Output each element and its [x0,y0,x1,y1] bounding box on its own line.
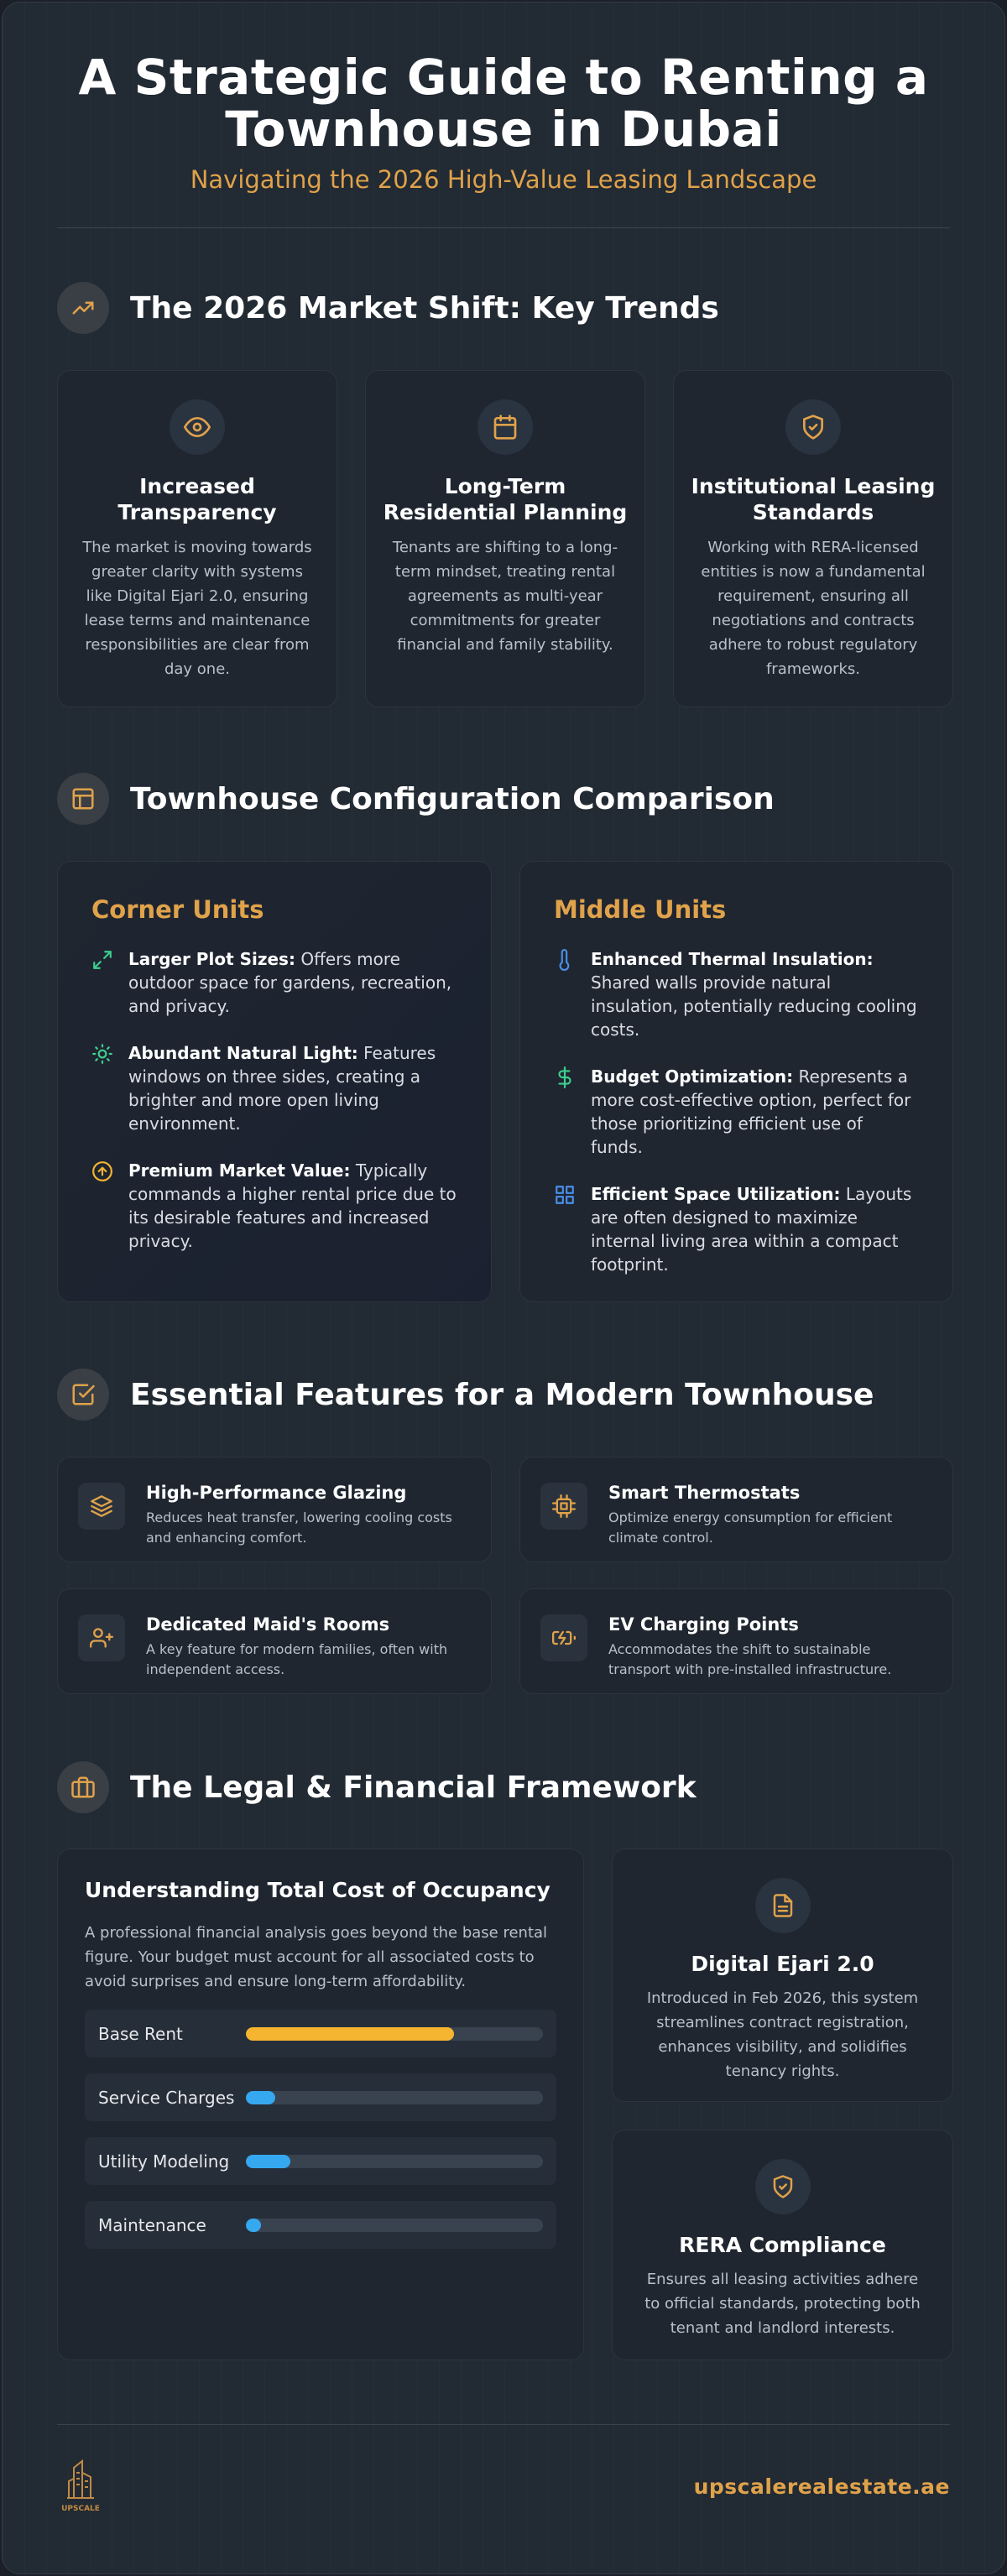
building-icon [64,2456,97,2500]
cost-bar-fill [246,2219,261,2232]
feature-title: High-Performance Glazing [146,1483,407,1503]
digital-ejari-card [612,1849,953,2102]
section-title-market: The 2026 Market Shift: Key Trends [130,290,719,326]
trend-text: Working with RERA-licensed entities is now a fundamental requirement, ensuring all negotiations and contracts adhere to robust regulatory frameworks. [701,539,926,678]
rera-title: RERA Compliance [679,2233,886,2257]
feature-text: Optimize energy consumption for efficient climate control. [608,1510,893,1546]
ejari-title: Digital Ejari 2.0 [691,1952,874,1976]
feature-title: Dedicated Maid's Rooms [146,1614,390,1635]
calendar-icon [477,399,533,455]
feature-card-thermostats [519,1457,953,1562]
user-plus-icon [78,1614,125,1661]
feature-text: A key feature for modern families, often with independent access. [146,1641,448,1677]
item-bold: Larger Plot Sizes: [128,949,295,969]
cost-row [85,2010,556,2057]
feature-card-maid-room [57,1588,492,1694]
website-link[interactable]: upscalerealestate.ae [693,2474,950,2499]
section-title-config: Townhouse Configuration Comparison [130,781,775,816]
section-header-config [57,773,775,825]
item-text: Shared walls provide natural insulation, potentially reducing cooling costs. [591,973,917,1040]
shield-check-icon [755,2159,811,2214]
layers-icon [78,1483,125,1530]
eye-icon [170,399,225,455]
cpu-icon [540,1483,587,1530]
section-header-features [57,1369,874,1421]
section-header-market [57,282,719,334]
cost-label: Base Rent [98,2023,183,2044]
feature-text: Reduces heat transfer, lowering cooling costs and enhancing comfort. [146,1510,452,1546]
ejari-text: Introduced in Feb 2026, this system streamlines contract registration, enhances visibility, and solidifies tenancy rights. [646,1989,919,2080]
trend-card-institutional [673,370,953,707]
cost-of-occupancy-card [57,1849,584,2360]
cost-description: A professional financial analysis goes beyond the base rental figure. Your budget must account for all associated costs to avoid surprises and ensure long-term affordability. [85,1924,548,1990]
trend-title: Increased Transparency [117,474,277,524]
expand-icon [91,947,128,1018]
divider [57,227,950,228]
cost-bar-track [246,2155,543,2168]
page-title: A Strategic Guide to Renting a Townhouse in Dubai [78,49,929,158]
thermometer-icon [554,947,591,1041]
cost-row [85,2137,556,2185]
item-text: Layouts are often designed to maximize internal living area within a compact footprint. [591,1184,912,1275]
middle-item-space [554,1182,919,1276]
cost-bar-fill [246,2091,275,2104]
logo-text: UPSCALE [61,2505,100,2513]
checkbox-icon [57,1369,109,1421]
shield-check-icon [785,399,841,455]
middle-units-title: Middle Units [554,895,727,924]
cost-row [85,2073,556,2121]
cost-bar-track [246,2091,543,2104]
section-title-legal: The Legal & Financial Framework [130,1770,697,1805]
cost-bar-track [246,2219,543,2232]
cost-bar-track [246,2027,543,2041]
item-text: Represents a more cost-effective option, perfect for those prioritizing efficient use of funds. [591,1066,911,1157]
feature-card-glazing [57,1457,492,1562]
page-subtitle: Navigating the 2026 High-Value Leasing Landscape [190,165,817,194]
item-text: Offers more outdoor space for gardens, recreation, and privacy. [128,949,452,1016]
item-bold: Budget Optimization: [591,1066,794,1087]
trending-up-icon [57,282,109,334]
trend-text: Tenants are shifting to a long-term mindset, treating rental agreements as multi-year commitments for greater financial and family stability. [392,539,618,654]
corner-item-plot [91,947,457,1018]
trend-card-transparency [57,370,337,707]
upscale-logo [60,2456,102,2513]
hero [3,3,1004,194]
rera-compliance-card [612,2130,953,2360]
corner-item-value [91,1159,457,1253]
cost-bar-fill [246,2155,290,2168]
sun-icon [91,1041,128,1135]
section-header-legal [57,1761,697,1813]
cost-title: Understanding Total Cost of Occupancy [85,1878,550,1902]
cost-label: Maintenance [98,2214,206,2235]
briefcase-icon [57,1761,109,1813]
item-text: Typically commands a higher rental price due to its desirable features and increased privacy. [128,1160,457,1251]
trend-title: Long-Term Residential Planning [383,474,628,524]
item-bold: Premium Market Value: [128,1160,351,1181]
middle-item-budget [554,1065,919,1159]
arrow-up-circle-icon [91,1159,128,1253]
trend-card-long-term [365,370,645,707]
item-bold: Enhanced Thermal Insulation: [591,949,874,969]
item-bold: Abundant Natural Light: [128,1043,358,1063]
feature-title: Smart Thermostats [608,1483,801,1503]
item-bold: Efficient Space Utilization: [591,1184,841,1204]
trend-text: The market is moving towards greater clarity with systems like Digital Ejari 2.0, ensuring lease terms and maintenance responsibilities are clear from day one. [82,539,312,678]
infographic-page [2,2,1005,2574]
cost-bar-fill [246,2027,454,2041]
document-icon [755,1878,811,1933]
cost-label: Service Charges [98,2087,235,2108]
feature-card-ev-charging [519,1588,953,1694]
trend-title: Institutional Leasing Standards [691,474,936,524]
corner-units-title: Corner Units [91,895,264,924]
battery-charging-icon [540,1614,587,1661]
rera-text: Ensures all leasing activities adhere to official standards, protecting both tenant and landlord interests. [644,2271,921,2337]
grid-icon [554,1182,591,1276]
item-text: Features windows on three sides, creating a brighter and more open living environment. [128,1043,436,1134]
corner-item-light [91,1041,457,1135]
layout-icon [57,773,109,825]
cost-label: Utility Modeling [98,2151,230,2172]
feature-text: Accommodates the shift to sustainable transport with pre-installed infrastructure. [608,1641,892,1677]
middle-item-insulation [554,947,919,1041]
section-title-features: Essential Features for a Modern Townhouse [130,1377,874,1412]
dollar-icon [554,1065,591,1159]
middle-units-card [519,861,953,1302]
feature-title: EV Charging Points [608,1614,799,1635]
corner-units-card [57,861,492,1302]
divider [57,2424,950,2425]
cost-row [85,2201,556,2249]
